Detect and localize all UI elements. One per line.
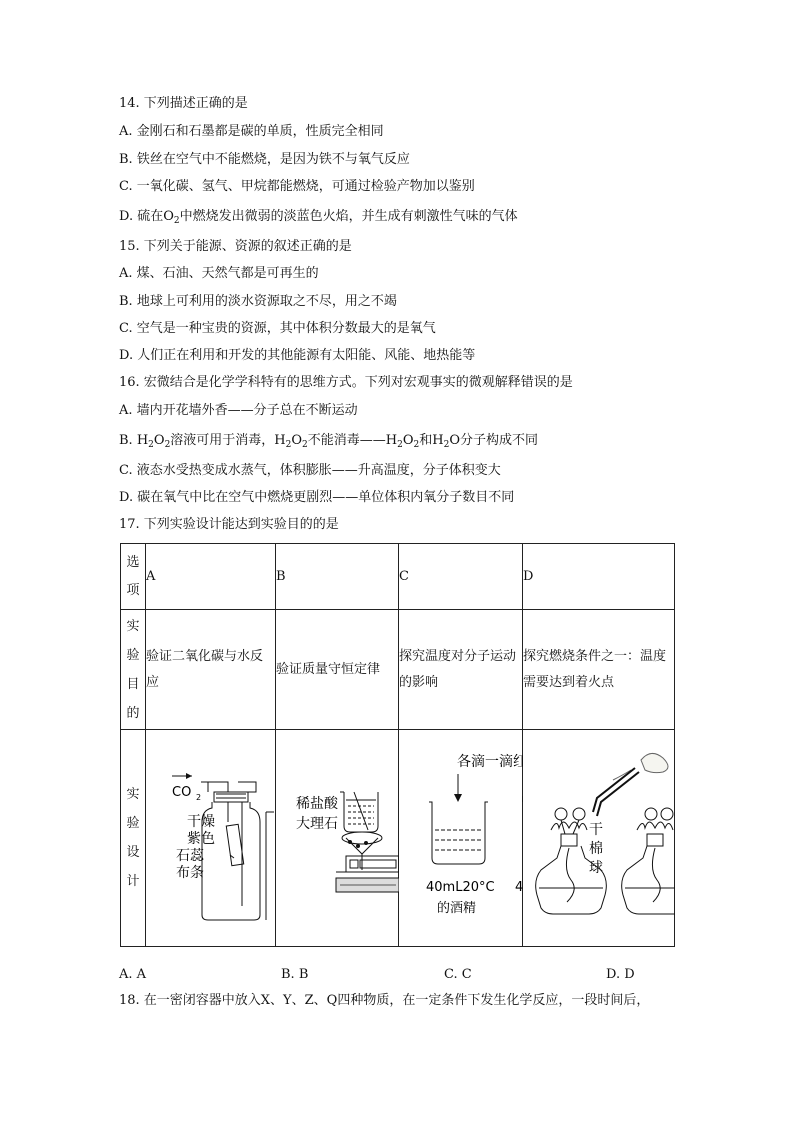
q16-b-sub2: 2 [164,440,171,450]
alcohol-label: 的酒精 [437,901,477,916]
q14-option-d[interactable] [119,209,518,229]
q16-option-c[interactable]: C. 液态水受热变成水蒸气，体积膨胀——升高温度，分子体积变大 [119,463,501,478]
co2-sub: 2 [196,793,202,802]
q14-option-a[interactable]: A. 金刚石和石墨都是碳的单质，性质完全相同 [119,124,384,139]
q14-d-text-1: D. 硫在O [119,209,174,224]
q16-b-t4: O [291,433,303,448]
design-d [523,730,675,947]
row-label-text: 实验设计 [126,787,140,889]
row-label-text: 选项 [126,554,140,598]
q17-choice-a[interactable]: A. A [119,967,147,982]
q16-b-sub6: 2 [413,440,420,450]
design-a [146,730,276,947]
header-a: A [146,544,276,610]
q17-choice-c[interactable]: C. C [444,967,472,982]
header-d: D [523,544,675,610]
q16-b-t7: 和H [419,433,444,448]
alcohol-lamp-figure [523,730,675,942]
row-label-purpose [121,610,146,730]
bottle-label-3: 石蕊 [176,848,204,864]
balance-figure [276,730,399,942]
drop-instruction: 各滴一滴红 [457,754,523,770]
experiment-table [120,543,675,947]
q14-d-sub: 2 [173,216,180,226]
row-label-text: 实验目的 [126,618,140,721]
q14-d-text-2: 中燃烧发出微弱的淡蓝色火焰，并生成有刺激性气味的气体 [179,209,518,224]
bottle-label-1: 干燥 [187,814,215,830]
q16-stem: 16. 宏微结合是化学学科特有的思维方式。下列对宏观事实的微观解释错误的是 [119,375,573,390]
q16-b-sub1: 2 [148,440,154,450]
q16-b-t1: B. H [119,433,149,448]
row-label-design [121,730,146,947]
q16-b-sub4: 2 [302,440,308,450]
gas-bottle-figure [146,730,276,942]
bottle-label-4: 布条 [176,865,204,881]
q16-b-t6: O [402,433,414,448]
q16-b-sub5: 2 [397,440,403,450]
q15-option-b[interactable]: B. 地球上可利用的淡水资源取之不尽，用之不竭 [119,294,397,309]
purpose-a: 验证二氧化碳与水反应 [146,610,276,730]
q16-b-sub7: 2 [443,440,450,450]
cotton-label-2: 棉 [589,841,603,857]
q17-choice-b[interactable]: B. B [281,967,309,982]
header-b: B [276,544,399,610]
purpose-c: 探究温度对分子运动的影响 [399,610,523,730]
q15-option-c[interactable]: C. 空气是一种宝贵的资源，其中体积分数最大的是氧气 [119,321,436,336]
q16-option-b[interactable] [119,433,538,453]
marble-label: 大理石 [296,816,338,832]
q14-option-c[interactable]: C. 一氧化碳、氢气、甲烷都能燃烧，可通过检验产物加以鉴别 [119,179,475,194]
q18-stem: 18. 在一密闭容器中放入X、Y、Z、Q四种物质，在一定条件下发生化学反应，一段时间后， [119,993,650,1008]
design-c [399,730,523,947]
q15-stem: 15. 下列关于能源、资源的叙述正确的是 [119,239,352,254]
acid-label: 稀盐酸 [296,796,338,812]
cotton-label-1: 干 [589,822,603,838]
table-row-options [121,544,675,610]
purpose-d: 探究燃烧条件之一：温度需要达到着火点 [523,610,675,730]
q17-stem: 17. 下列实验设计能达到实验目的的是 [119,517,339,532]
q16-option-d[interactable]: D. 碳在氧气中比在空气中燃烧更剧烈——单位体积内氧分子数目不同 [119,490,515,505]
row-label-options [121,544,146,610]
beaker-figure [399,730,523,942]
q15-option-a[interactable]: A. 煤、石油、天然气都是可再生的 [119,266,319,281]
header-c: C [399,544,523,610]
q16-b-t3: 溶液可用于消毒，H [170,433,286,448]
q14-option-b[interactable]: B. 铁丝在空气中不能燃烧，是因为铁不与氧气反应 [119,152,410,167]
q16-option-a[interactable]: A. 墙内开花墙外香——分子总在不断运动 [119,403,358,418]
q15-option-d[interactable]: D. 人们正在利用和开发的其他能源有太阳能、风能、地热能等 [119,348,476,363]
table-row-design [121,730,675,947]
bottle-label-2: 紫色 [187,831,215,847]
second-beaker-label: 4 [515,880,523,895]
q16-b-t2: O [153,433,165,448]
q16-b-t5: 不能消毒——H [307,433,398,448]
purpose-b: 验证质量守恒定律 [276,610,399,730]
table-row-purpose [121,610,675,730]
design-b [276,730,399,947]
q14-stem: 14. 下列描述正确的是 [119,96,248,111]
q16-b-t8: O分子构成不同 [449,433,539,448]
q16-b-sub3: 2 [285,440,292,450]
cotton-label-3: 球 [589,860,603,876]
q17-choice-d[interactable]: D. D [606,967,635,982]
co2-label: CO [172,785,192,800]
alcohol-volume-label: 40mL20°C [426,880,495,895]
